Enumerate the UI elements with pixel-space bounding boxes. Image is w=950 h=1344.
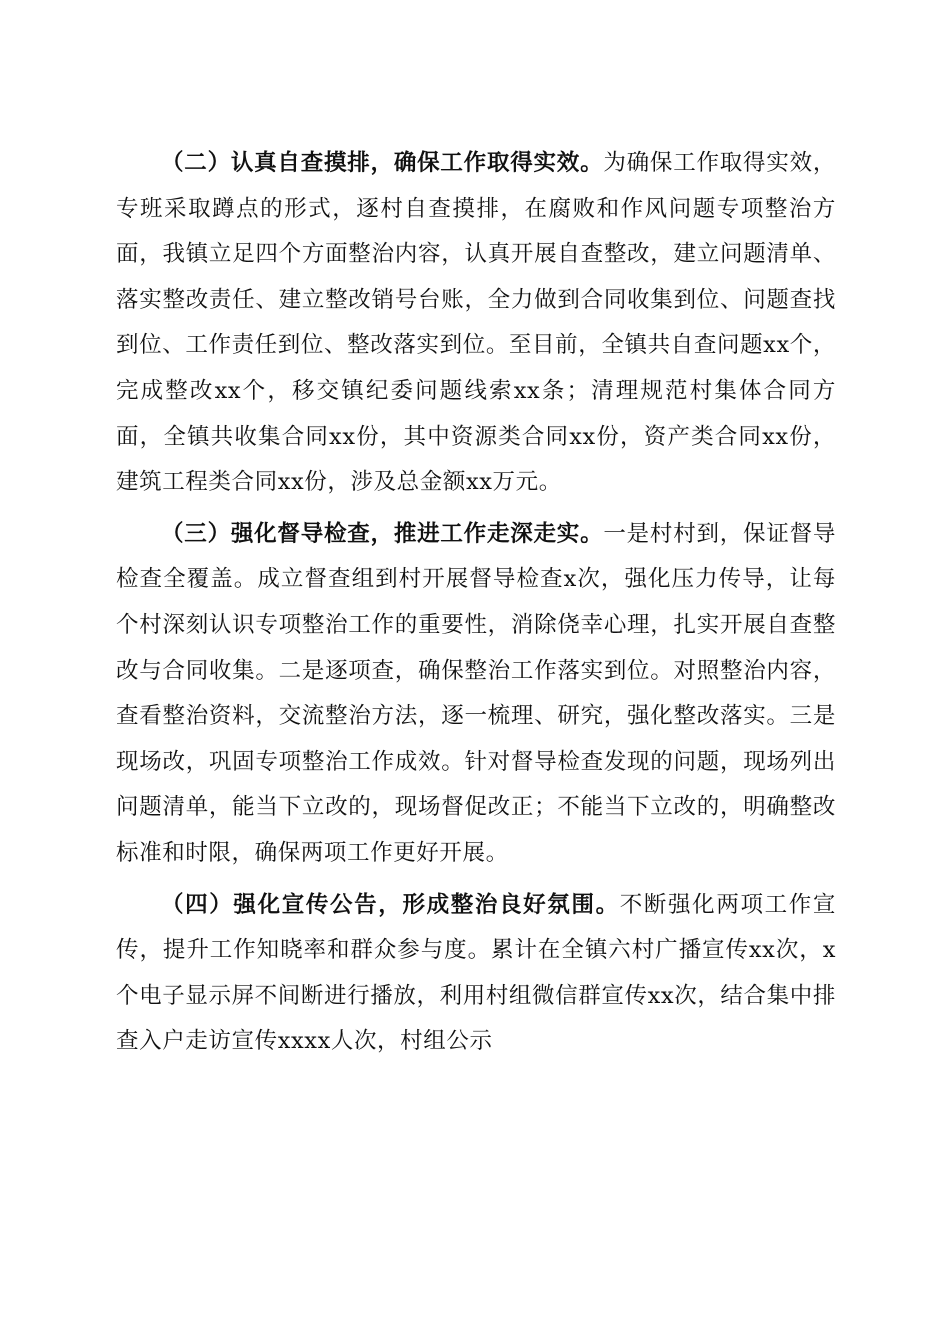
paragraph-heading: （二）认真自查摸排，确保工作取得实效。: [161, 150, 604, 176]
paragraph-heading: （四）强化宣传公告，形成整治良好氛围。: [161, 891, 620, 918]
paragraph-heading: （三）强化督导检查，推进工作走深走实。: [161, 520, 604, 547]
paragraph-text: 不断强化两项工作宣传，提升工作知晓率和群众参与度。累计在全镇六村广播宣传xx次，x个电子显示屏不间断进行播放，利用村组微信群宣传xx次，结合集中排查入户走访宣传xxxx人次，村组公示: [116, 891, 837, 1055]
paragraph-supervision: [116, 512, 836, 877]
paragraph-text: 为确保工作取得实效，专班采取蹲点的形式，逐村自查摸排，在腐败和作风问题专项整治方面，我镇立足四个方面整治内容，认真开展自查整改，建立问题清单、落实整改责任、建立整改销号台账，全力做到合同收集到位、问题查找到位、工作责任到位、整改落实到位。至目前，全镇共自查问题xx个，完成整改xx个，移交镇纪委问题线索xx条；清理规范村集体合同方面，全镇共收集合同xx份，其中资源类合同xx份，资产类合同xx份，建筑工程类合同xx份，涉及总金额xx万元。: [116, 150, 836, 496]
document-body: [116, 141, 836, 1071]
paragraph-publicity: [116, 883, 836, 1065]
paragraph-text: 一是村村到，保证督导检查全覆盖。成立督查组到村开展督导检查x次，强化压力传导，让每个村深刻认识专项整治工作的重要性，消除侥幸心理，扎实开展自查整改与合同收集。二是逐项查，确保整治工作落实到位。对照整治内容，查看整治资料，交流整治方法，逐一梳理、研究，强化整改落实。三是现场改，巩固专项整治工作成效。针对督导检查发现的问题，现场列出问题清单，能当下立改的，现场督促改正；不能当下立改的，明确整改标准和时限，确保两项工作更好开展。: [116, 520, 836, 866]
paragraph-self-inspection: [116, 141, 836, 506]
